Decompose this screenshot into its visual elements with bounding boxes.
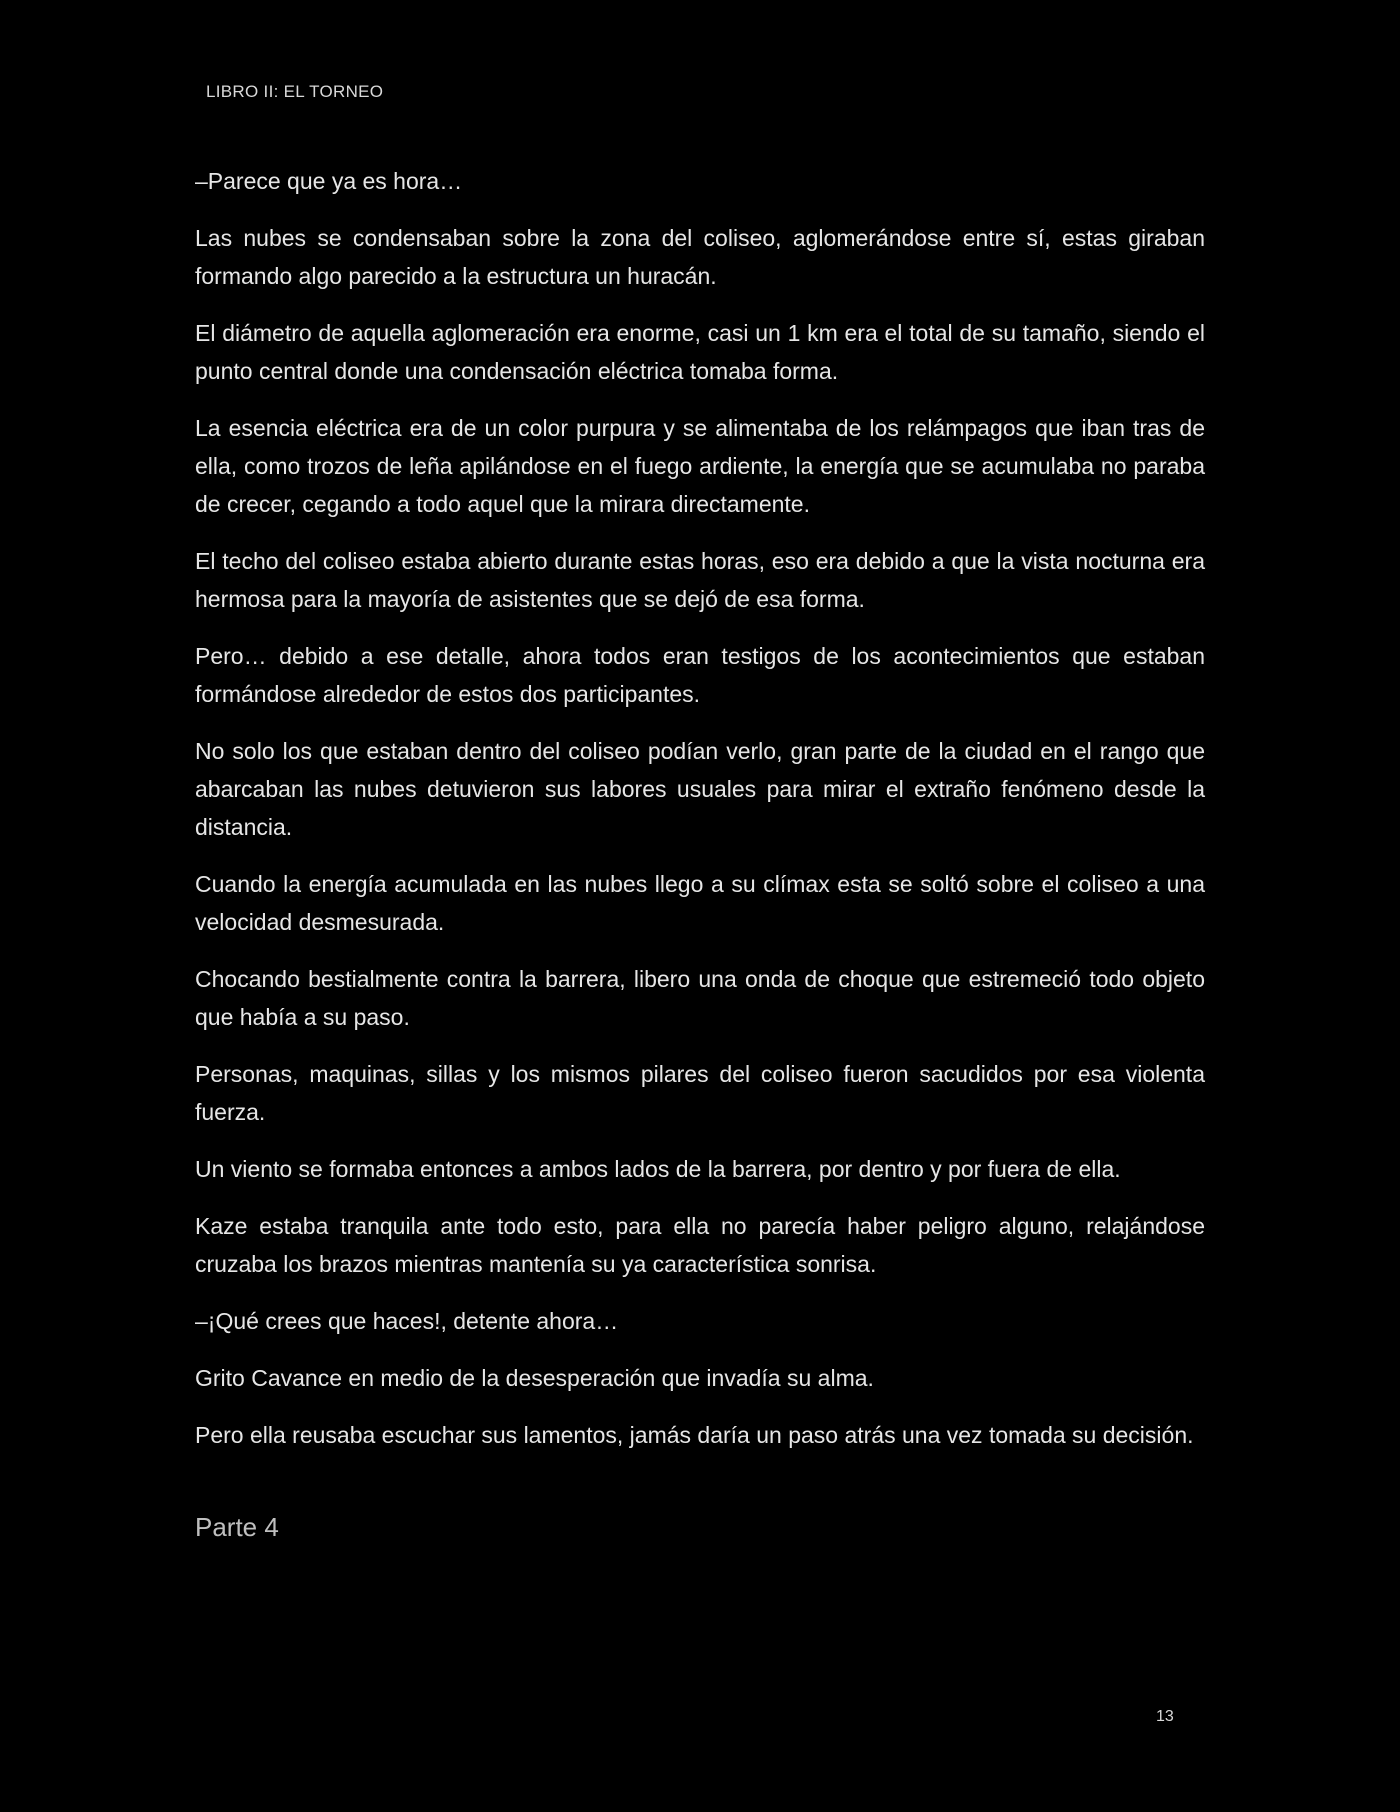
chapter-body <box>195 162 1205 1473</box>
paragraph: Kaze estaba tranquila ante todo esto, para ella no parecía haber peligro alguno, relajándose cruzaba los brazos mientras mantenía su ya característica sonrisa. <box>195 1213 1205 1277</box>
paragraph: –Parece que ya es hora… <box>195 168 463 194</box>
paragraph: Cuando la energía acumulada en las nubes llego a su clímax esta se soltó sobre el coliseo a una velocidad desmesurada. <box>195 871 1205 935</box>
paragraph: –¡Qué crees que haces!, detente ahora… <box>195 1308 619 1334</box>
paragraph: Las nubes se condensaban sobre la zona del coliseo, aglomerándose entre sí, estas giraban formando algo parecido a la estructura un huracán. <box>195 225 1205 289</box>
paragraph: El techo del coliseo estaba abierto durante estas horas, eso era debido a que la vista nocturna era hermosa para la mayoría de asistentes que se dejó de esa forma. <box>195 548 1205 612</box>
paragraph: Grito Cavance en medio de la desesperación que invadía su alma. <box>195 1365 874 1391</box>
section-heading: Parte 4 <box>195 1512 279 1542</box>
paragraph: Pero ella reusaba escuchar sus lamentos, jamás daría un paso atrás una vez tomada su decisión. <box>195 1422 1194 1448</box>
paragraph: El diámetro de aquella aglomeración era enorme, casi un 1 km era el total de su tamaño, siendo el punto central donde una condensación eléctrica tomaba forma. <box>195 320 1205 384</box>
running-header: LIBRO II: EL TORNEO <box>206 82 384 101</box>
paragraph: Chocando bestialmente contra la barrera, libero una onda de choque que estremeció todo objeto que había a su paso. <box>195 966 1205 1030</box>
page-number: 13 <box>1156 1708 1174 1725</box>
paragraph: Pero… debido a ese detalle, ahora todos eran testigos de los acontecimientos que estaban formándose alrededor de estos dos participantes. <box>195 643 1205 707</box>
paragraph: Personas, maquinas, sillas y los mismos pilares del coliseo fueron sacudidos por esa violenta fuerza. <box>195 1061 1205 1125</box>
paragraph: Un viento se formaba entonces a ambos lados de la barrera, por dentro y por fuera de ella. <box>195 1156 1121 1182</box>
paragraph: No solo los que estaban dentro del coliseo podían verlo, gran parte de la ciudad en el rango que abarcaban las nubes detuvieron sus labores usuales para mirar el extraño fenómeno desde la distancia. <box>195 738 1205 840</box>
paragraph: La esencia eléctrica era de un color purpura y se alimentaba de los relámpagos que iban tras de ella, como trozos de leña apilándose en el fuego ardiente, la energía que se acumulaba no paraba de crecer, cegando a todo aquel que la mirara directamente. <box>195 415 1205 517</box>
